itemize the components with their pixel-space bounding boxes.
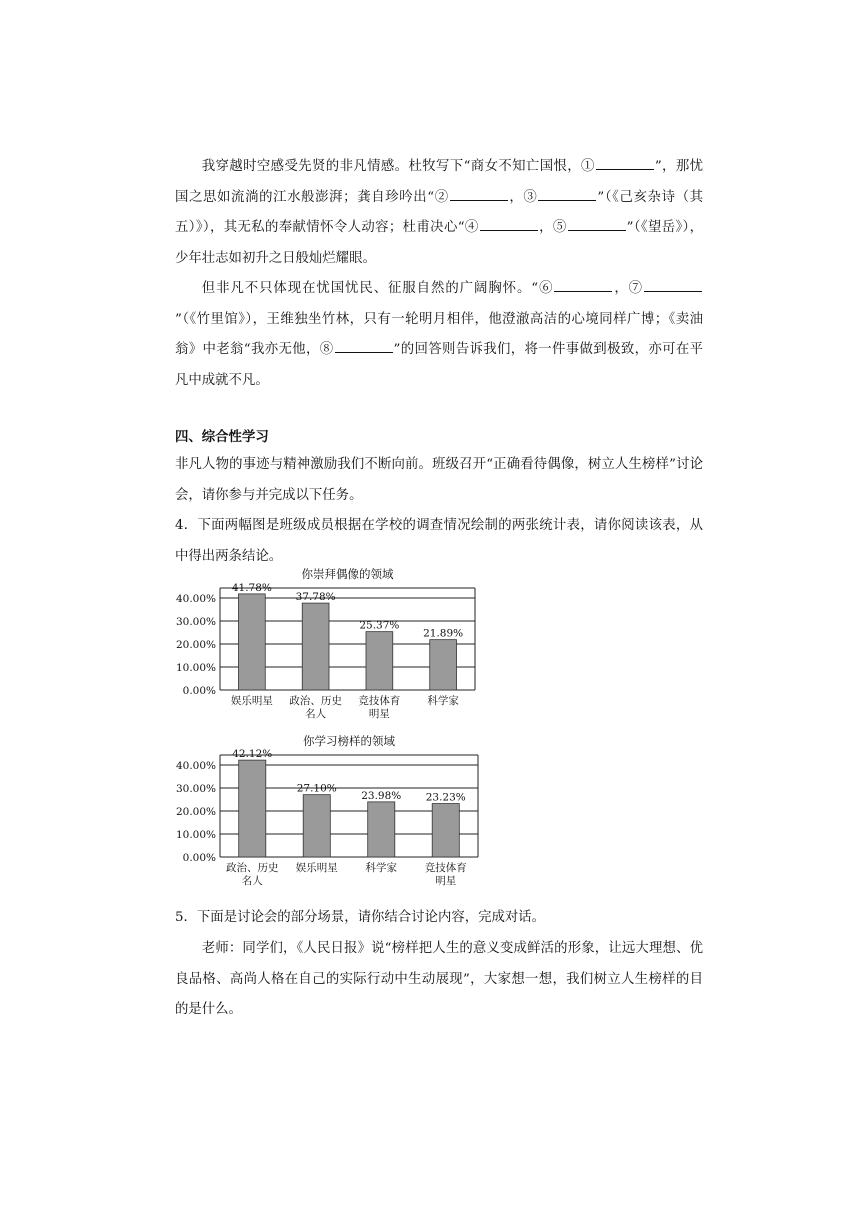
data-label: 42.12% <box>232 748 273 761</box>
poetry-paragraph-2 <box>175 274 703 396</box>
answer-blank-5[interactable] <box>568 216 626 231</box>
data-label: 23.98% <box>361 789 402 802</box>
bar <box>432 804 459 857</box>
x-tick-label: 竞技体育 <box>358 695 401 707</box>
text-segment: ，⑦ <box>613 281 643 296</box>
x-tick-label: 政治、历史 <box>289 695 342 707</box>
question-5: 5．下面是讨论会的部分场景，请你结合讨论内容，完成对话。 <box>175 910 546 925</box>
text-segment: （《竹里馆》），王维独坐竹林，只有一轮明月相伴，他澄澈高洁的心境同样广博；《卖油翁》 <box>175 311 703 357</box>
answer-blank-2[interactable] <box>450 186 508 201</box>
x-tick-label: 明星 <box>435 875 457 887</box>
x-tick-label: 名人 <box>241 875 263 887</box>
text-segment: 但非凡不只体现在忧国忧民、征服自然的广阔胸怀。“⑥ <box>201 281 554 296</box>
teacher-dialogue: 老师：同学们，《人民日报》说“榜样把人生的意义变成鲜活的形象，让远大理想、优良品格、高尚人格在自己的实际行动中生动展现”，大家想一想，我们树立人生榜样的目的是什么。 <box>175 941 703 1017</box>
answer-blank-6[interactable] <box>554 277 612 292</box>
answer-blank-7[interactable] <box>644 277 702 292</box>
question-4: 4．下面两幅图是班级成员根据在学校的调查情况绘制的两张统计表，请你阅读该表，从中得出两条结论。 <box>175 518 703 564</box>
text-segment: 就不凡。 <box>215 372 269 388</box>
data-label: 23.23% <box>425 791 466 804</box>
x-tick-label: 娱乐明星 <box>295 862 338 874</box>
text-segment: ，⑤ <box>538 220 567 235</box>
x-tick-label: 科学家 <box>427 695 459 707</box>
answer-blank-3[interactable] <box>538 186 596 201</box>
y-tick-label: 20.00% <box>175 806 216 818</box>
y-tick-label: 20.00% <box>175 639 216 651</box>
y-tick-label: 0.00% <box>182 852 216 864</box>
y-tick-label: 0.00% <box>182 685 216 697</box>
x-tick-label: 政治、历史 <box>226 862 279 874</box>
y-tick-label: 10.00% <box>175 829 216 841</box>
chart-title: 你崇拜偶像的领域 <box>301 567 394 581</box>
bar <box>430 640 457 690</box>
y-tick-label: 10.00% <box>175 662 216 674</box>
x-tick-label: 娱乐明星 <box>230 695 273 707</box>
bar <box>368 802 395 857</box>
answer-blank-8[interactable] <box>335 338 393 353</box>
text-segment: 中老翁“我亦无他，⑧ <box>202 342 334 357</box>
text-segment: ”（《己亥杂诗（其 <box>597 189 703 205</box>
text-segment: 五）》），其无私的奉献情怀令人动容；杜甫决心“④ <box>175 220 479 235</box>
bar <box>366 632 393 690</box>
section-heading: 四、综合性学习 <box>175 430 269 445</box>
text-segment: ”（《望岳》）， <box>626 220 704 235</box>
x-tick-label: 名人 <box>305 708 327 720</box>
text-segment: 少年壮志如初升之日般灿烂耀眼。 <box>175 250 376 266</box>
role-model-field-bar-chart <box>170 732 490 897</box>
section-intro: 非凡人物的事迹与精神激励我们不断向前。班级召开“正确看待偶像，树立人生榜样”讨论会，请你参与并完成以下任务。 <box>175 457 703 503</box>
x-tick-label: 竞技体育 <box>424 862 467 874</box>
data-label: 27.10% <box>296 782 337 795</box>
data-label: 41.78% <box>231 581 272 594</box>
data-label: 21.89% <box>423 627 464 640</box>
text-segment: ”的回答则告诉我们，将一件事做到极致，亦可在平凡中成 <box>175 342 703 388</box>
text-segment: 我穿越时空感受先贤的非凡情感。杜牧写下“商女不知亡国恨，① <box>201 159 595 174</box>
idol-field-bar-chart <box>170 565 490 730</box>
x-tick-label: 科学家 <box>365 862 397 874</box>
data-label: 37.78% <box>295 591 336 604</box>
y-tick-label: 40.00% <box>175 593 216 605</box>
answer-blank-4[interactable] <box>480 216 538 231</box>
y-tick-label: 40.00% <box>175 760 216 772</box>
bar <box>302 603 329 690</box>
bar <box>238 594 265 690</box>
text-segment: ，③ <box>508 189 538 205</box>
y-tick-label: 30.00% <box>175 783 216 795</box>
text-segment: ”，那忧 <box>654 159 703 174</box>
answer-blank-1[interactable] <box>596 155 654 170</box>
y-tick-label: 30.00% <box>175 616 216 628</box>
text-segment: ” <box>175 311 182 327</box>
data-label: 25.37% <box>359 619 400 632</box>
bar <box>239 760 266 857</box>
poetry-paragraph-1 <box>175 152 703 274</box>
text-segment: 国之思如流淌的江水般澎湃；龚自珍吟出“② <box>175 189 449 205</box>
chart-title: 你学习榜样的领域 <box>303 734 395 748</box>
bar <box>303 795 330 857</box>
x-tick-label: 明星 <box>368 708 390 720</box>
